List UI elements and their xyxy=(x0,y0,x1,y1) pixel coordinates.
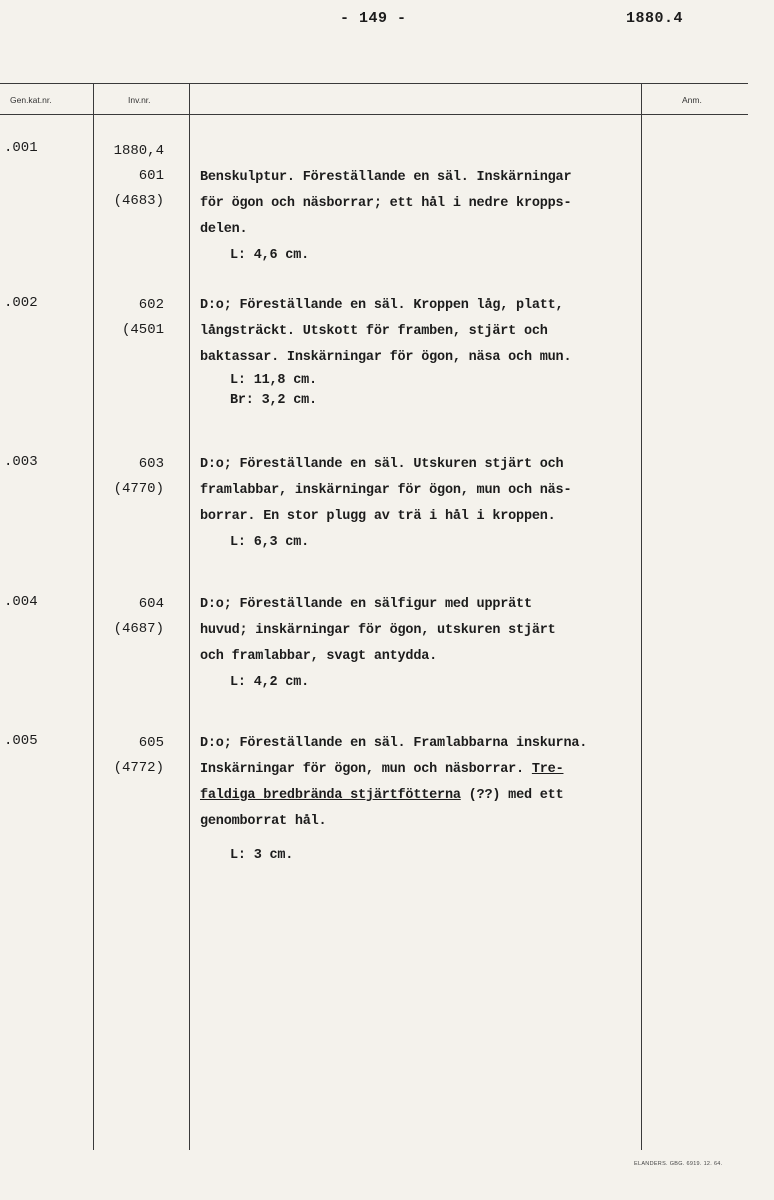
entry-description xyxy=(200,293,660,411)
underlined-text: Tre- xyxy=(531,762,564,777)
description-line: Benskulptur. Föreställande en säl. Inskärningar xyxy=(200,170,572,185)
underlined-text: faldiga bredbrända stjärtfötterna xyxy=(200,788,461,803)
measurement: L: 4,2 cm. xyxy=(230,675,310,690)
description-line: D:o; Föreställande en säl. Utskuren stjärt och xyxy=(200,457,564,472)
inv-number-block xyxy=(104,293,164,343)
measurement: Br: 3,2 cm. xyxy=(230,393,317,408)
description-line: huvud; inskärningar för ögon, utskuren stjärt xyxy=(200,623,556,638)
description-line: D:o; Föreställande en sälfigur med upprätt xyxy=(200,597,532,612)
printer-imprint: ELANDERS. GBG. 6919. 12. 64. xyxy=(634,1161,723,1167)
inv-number-block xyxy=(104,592,164,642)
column-header-gen: Gen.kat.nr. xyxy=(10,95,52,105)
measurement: L: 11,8 cm. xyxy=(230,373,317,388)
description-line: och framlabbar, svagt antydda. xyxy=(200,649,438,664)
column-divider-2 xyxy=(189,83,190,1150)
old-number: (4687) xyxy=(113,621,164,637)
measurement: L: 4,6 cm. xyxy=(230,248,310,263)
description-line: baktassar. Inskärningar för ögon, näsa och mun. xyxy=(200,350,572,365)
inv-number-block xyxy=(104,452,164,502)
inv-number-block xyxy=(104,731,164,781)
old-number: (4683) xyxy=(113,193,164,209)
description-line: långsträckt. Utskott för framben, stjärt och xyxy=(200,324,548,339)
inv-number-block xyxy=(104,139,164,214)
measurement: L: 6,3 cm. xyxy=(230,535,310,550)
description-line: framlabbar, inskärningar för ögon, mun och näs- xyxy=(200,483,572,498)
description-text: (??) med ett xyxy=(468,788,564,803)
column-header-inv: Inv.nr. xyxy=(128,95,151,105)
inv-number: 601 xyxy=(138,168,164,184)
description-text: Inskärningar för ögon, mun och näsborrar. xyxy=(200,762,524,777)
entry-description xyxy=(200,592,660,696)
description-line: delen. xyxy=(200,222,248,237)
measurement: L: 3 cm. xyxy=(230,848,294,863)
gen-number: .001 xyxy=(4,140,38,156)
gen-number: .002 xyxy=(4,295,38,311)
page-number: - 149 - xyxy=(340,10,407,27)
description-line xyxy=(200,757,660,783)
top-rule xyxy=(0,83,748,84)
inv-main: 1880,4 xyxy=(113,143,164,159)
column-divider-1 xyxy=(93,83,94,1150)
entry-description xyxy=(200,452,660,556)
column-header-anm: Anm. xyxy=(682,95,702,105)
description-line: D:o; Föreställande en säl. Framlabbarna inskurna. xyxy=(200,736,588,751)
old-number: (4770) xyxy=(113,481,164,497)
description-line: för ögon och näsborrar; ett hål i nedre kropps- xyxy=(200,196,572,211)
old-number: (4501 xyxy=(121,322,164,338)
old-number: (4772) xyxy=(113,760,164,776)
gen-number: .004 xyxy=(4,594,38,610)
header-code: 1880.4 xyxy=(626,10,684,27)
inv-number: 604 xyxy=(138,596,164,612)
gen-number: .003 xyxy=(4,454,38,470)
gen-number: .005 xyxy=(4,733,38,749)
header-rule xyxy=(0,114,748,115)
inv-number: 603 xyxy=(138,456,164,472)
inv-number: 602 xyxy=(138,297,164,313)
inv-number: 605 xyxy=(138,735,164,751)
description-line xyxy=(200,783,660,809)
description-line: genomborrat hål. xyxy=(200,814,327,829)
description-line: D:o; Föreställande en säl. Kroppen låg, platt, xyxy=(200,298,564,313)
entry-description xyxy=(200,731,660,869)
description-line: borrar. En stor plugg av trä i hål i kroppen. xyxy=(200,509,556,524)
entry-description xyxy=(200,165,660,269)
